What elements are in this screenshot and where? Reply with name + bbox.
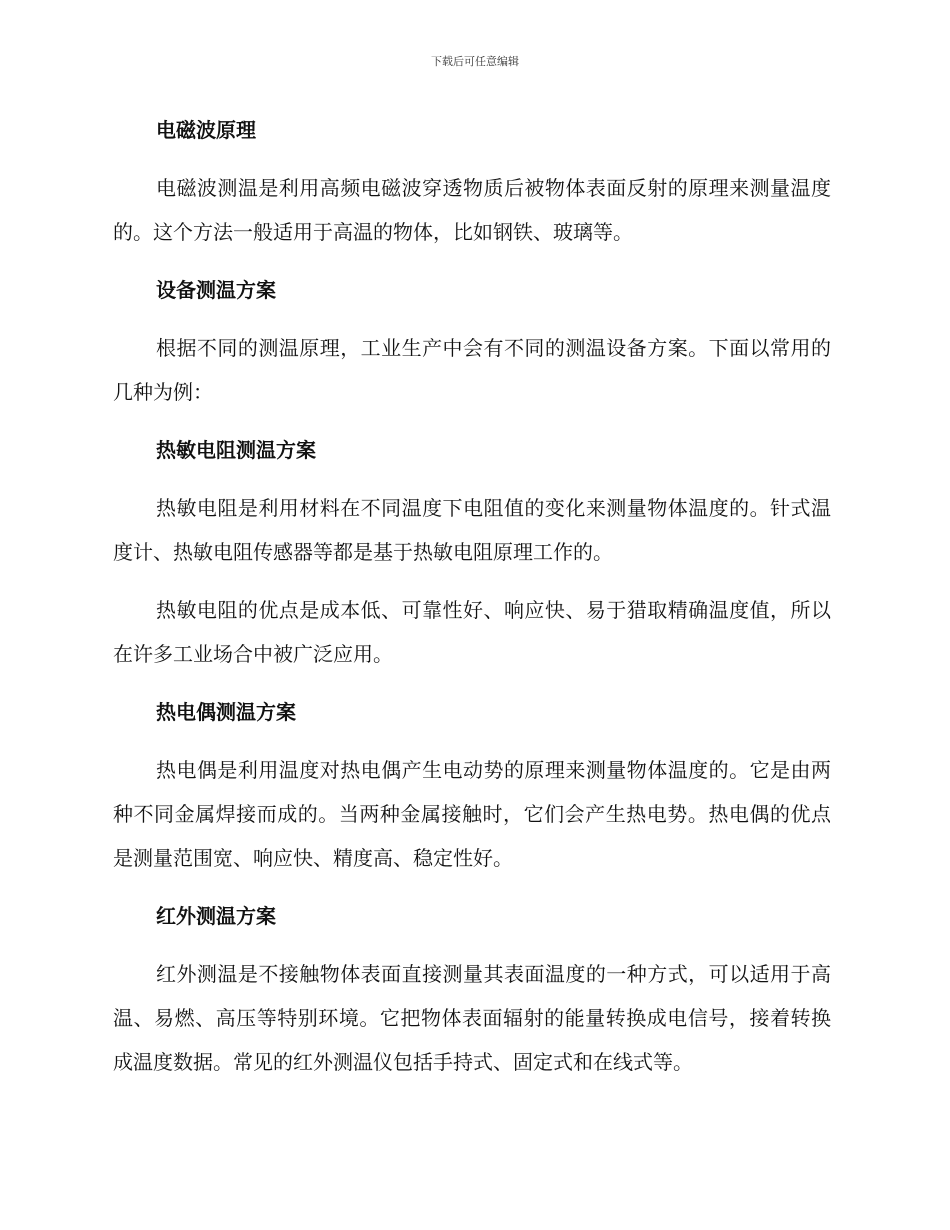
paragraph: 根据不同的测温原理，工业生产中会有不同的测温设备方案。下面以常用的几种为例： [113, 336, 831, 404]
paragraph: 电磁波测温是利用高频电磁波穿透物质后被物体表面反射的原理来测量温度的。这个方法一般适用于高温的物体，比如钢铁、玻璃等。 [113, 176, 831, 244]
section-heading: 热电偶测温方案 [156, 700, 296, 724]
paragraph: 热敏电阻的优点是成本低、可靠性好、响应快、易于猎取精确温度值，所以在许多工业场合中被广泛应用。 [113, 598, 831, 666]
section-heading: 设备测温方案 [156, 278, 276, 302]
section-heading: 红外测温方案 [156, 904, 276, 928]
page-header: 下载后可任意编辑 [431, 55, 519, 68]
document-body [113, 108, 831, 1098]
section-heading: 热敏电阻测温方案 [156, 438, 316, 462]
paragraph: 热敏电阻是利用材料在不同温度下电阻值的变化来测量物体温度的。针式温度计、热敏电阻传感器等都是基于热敏电阻原理工作的。 [113, 496, 831, 564]
paragraph: 热电偶是利用温度对热电偶产生电动势的原理来测量物体温度的。它是由两种不同金属焊接而成的。当两种金属接触时，它们会产生热电势。热电偶的优点是测量范围宽、响应快、精度高、稳定性好。 [113, 758, 831, 870]
section-heading: 电磁波原理 [156, 118, 256, 142]
paragraph: 红外测温是不接触物体表面直接测量其表面温度的一种方式，可以适用于高温、易燃、高压等特别环境。它把物体表面辐射的能量转换成电信号，接着转换成温度数据。常见的红外测温仪包括手持式、固定式和在线式等。 [113, 962, 831, 1074]
